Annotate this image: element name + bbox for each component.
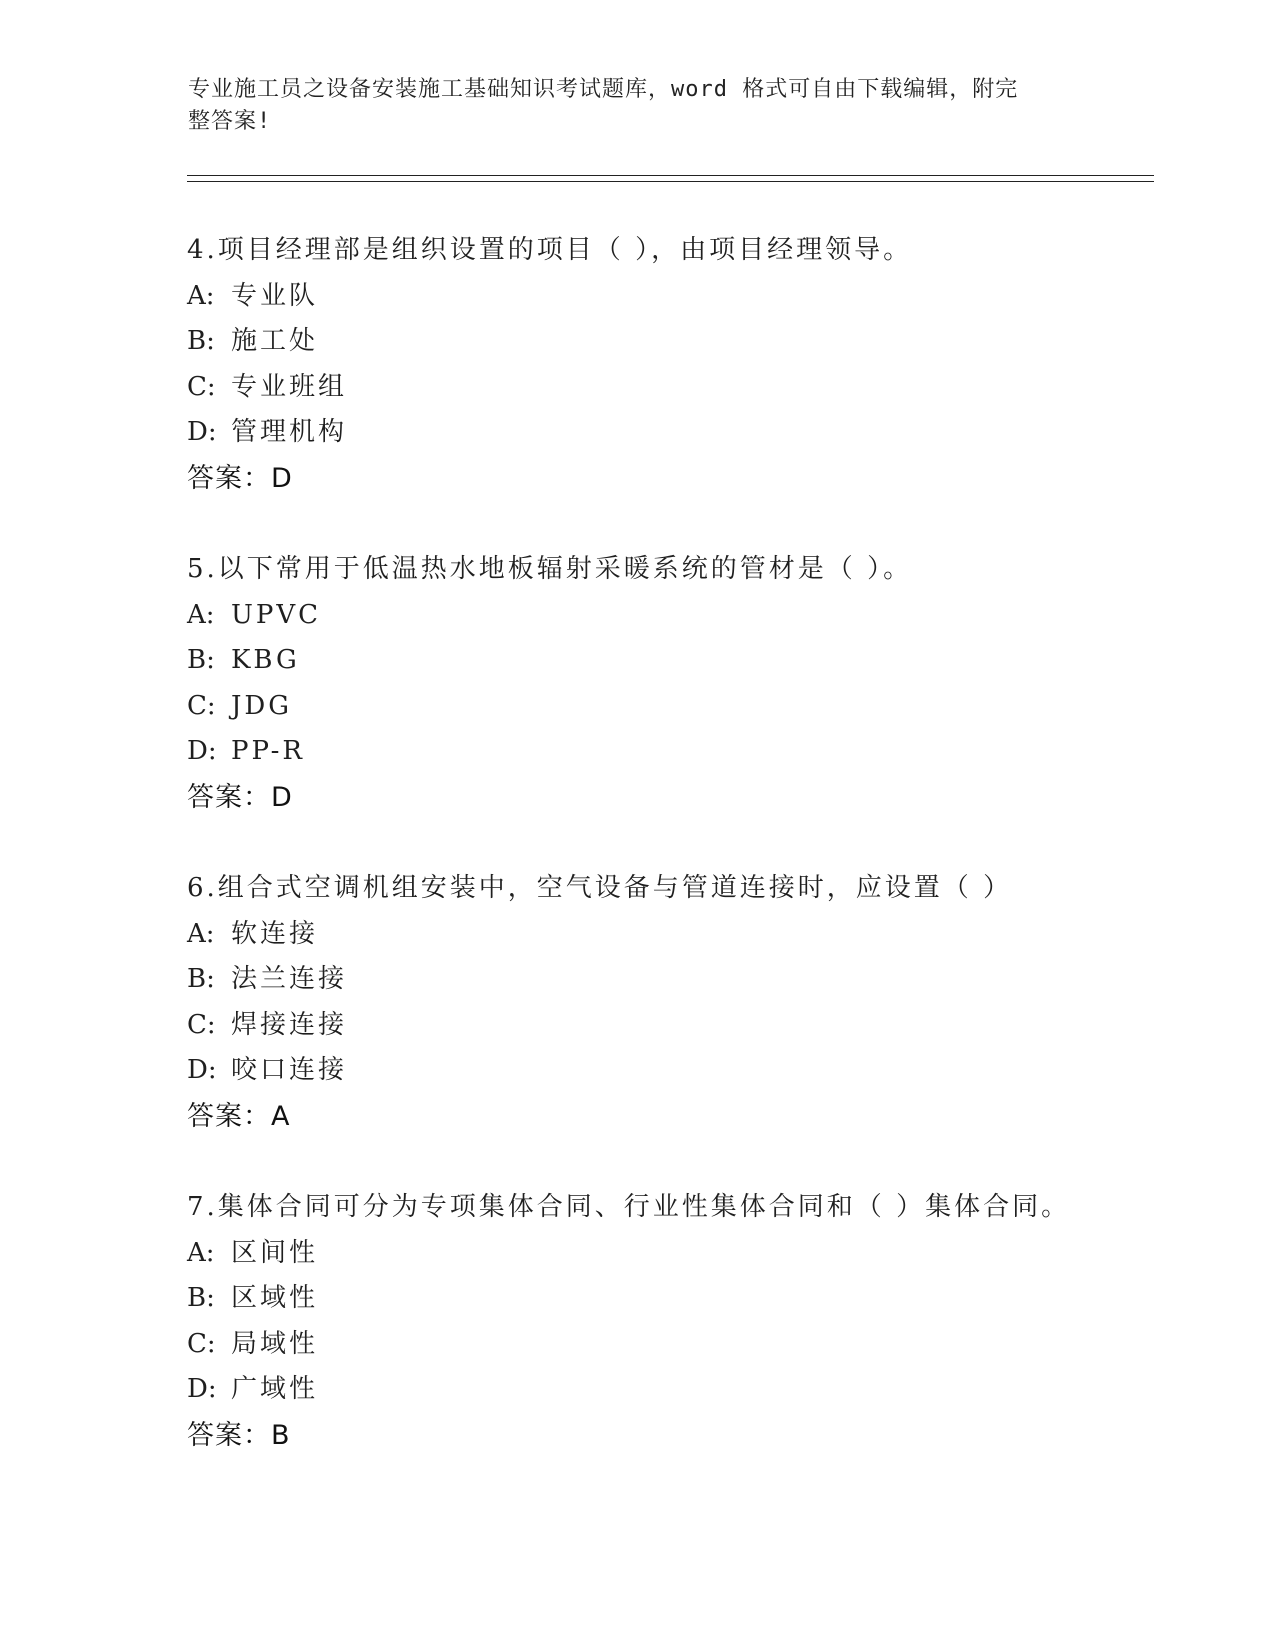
option-text: 咬口连接 [231, 1055, 348, 1085]
option-letter: B: [187, 326, 215, 356]
option-c [187, 684, 1087, 730]
option-c [187, 365, 1087, 411]
answer-line: 答案：D [187, 781, 293, 813]
answer-line: 答案：D [187, 462, 293, 494]
option-a [187, 593, 1087, 639]
option-b [187, 638, 1087, 684]
header-line-2: 整答案! [188, 109, 272, 134]
option-text: 区域性 [231, 1283, 319, 1313]
answer-line: 答案：B [187, 1419, 291, 1451]
option-text: JDG [231, 690, 293, 721]
option-d [187, 729, 1087, 775]
option-letter: D: [187, 1374, 217, 1404]
option-text: 法兰连接 [231, 964, 348, 994]
option-letter: D: [187, 417, 217, 447]
option-letter: A: [187, 1237, 215, 1268]
option-text: 区间性 [231, 1237, 319, 1268]
option-letter: C: [187, 1009, 216, 1040]
option-letter: A: [187, 599, 215, 630]
option-text: 软连接 [231, 918, 319, 949]
option-letter: B: [187, 964, 215, 994]
option-a [187, 274, 1087, 320]
option-text: UPVC [231, 599, 322, 630]
option-b [187, 957, 1087, 1003]
header-line-1: 专业施工员之设备安装施工基础知识考试题库，word 格式可自由下载编辑，附完 [188, 77, 1019, 102]
option-a [187, 912, 1087, 958]
option-text: PP-R [231, 736, 305, 766]
option-text: 专业队 [231, 280, 319, 311]
option-letter: D: [187, 1055, 217, 1085]
option-d [187, 1367, 1087, 1413]
option-text: 局域性 [231, 1328, 319, 1359]
question-7 [187, 1185, 1087, 1458]
option-letter: C: [187, 690, 216, 721]
question-5 [187, 547, 1087, 820]
question-4 [187, 228, 1087, 501]
option-letter: D: [187, 736, 217, 766]
option-text: 广域性 [231, 1374, 319, 1404]
option-a [187, 1231, 1087, 1277]
option-text: 管理机构 [231, 417, 348, 447]
option-c [187, 1003, 1087, 1049]
question-stem: 5.以下常用于低温热水地板辐射采暖系统的管材是（ ）。 [187, 554, 913, 584]
option-text: 焊接连接 [231, 1009, 348, 1040]
question-stem: 4.项目经理部是组织设置的项目（ ），由项目经理领导。 [187, 235, 913, 265]
option-letter: B: [187, 1283, 215, 1313]
document-header [188, 74, 1068, 138]
header-divider-bottom [187, 181, 1154, 182]
option-text: 专业班组 [231, 371, 348, 402]
option-letter: A: [187, 918, 215, 949]
option-text: KBG [231, 645, 300, 675]
option-b [187, 1276, 1087, 1322]
header-divider-top [187, 175, 1154, 176]
option-letter: C: [187, 1328, 216, 1359]
question-stem: 7.集体合同可分为专项集体合同、行业性集体合同和（ ）集体合同。 [187, 1192, 1071, 1222]
option-c [187, 1322, 1087, 1368]
question-6 [187, 866, 1087, 1139]
option-letter: C: [187, 371, 216, 402]
question-stem: 6.组合式空调机组安装中，空气设备与管道连接时，应设置（ ） [187, 873, 1013, 903]
option-letter: B: [187, 645, 215, 675]
option-d [187, 1048, 1087, 1094]
answer-line: 答案：A [187, 1100, 291, 1132]
option-letter: A: [187, 280, 215, 311]
option-text: 施工处 [231, 326, 319, 356]
option-d [187, 410, 1087, 456]
option-b [187, 319, 1087, 365]
